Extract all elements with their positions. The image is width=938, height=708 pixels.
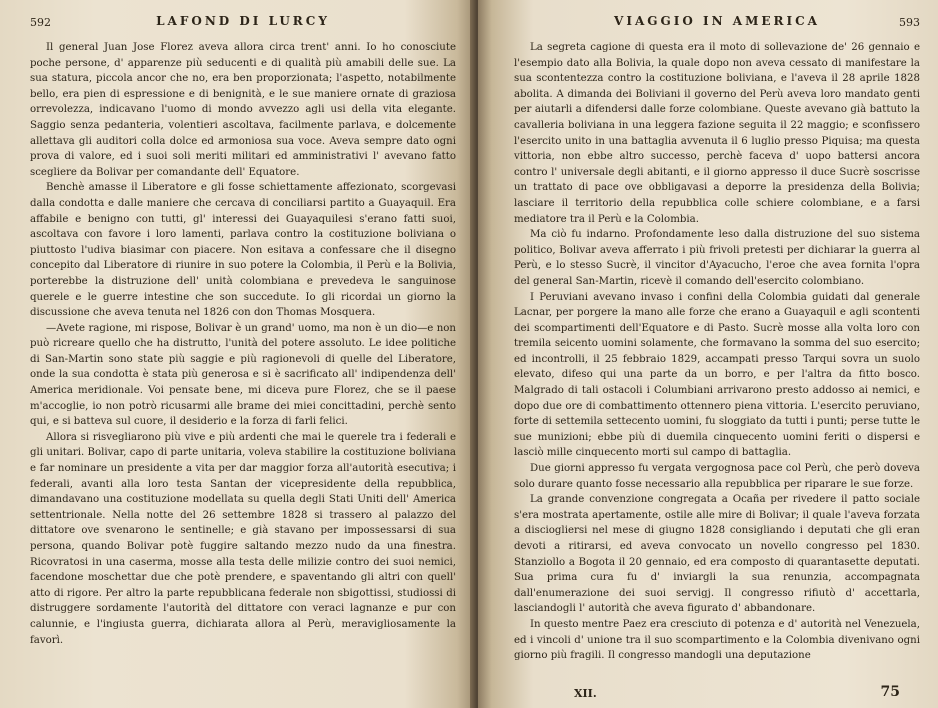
paragraph: Ma ciò fu indarno. Profondamente leso dalla distruzione del suo sistema politico, Bolivar aveva afferrato i più frivoli pretesti per dichiarar la guerra al Perù, e lo stesso Sucrè, il vincitor d'Ayacucho, l'eroe che avea fornita l'opra del general San-Martin, ricevè il comando dell'esercito colombiano.	[514, 229, 920, 287]
signature-mark: XII.	[574, 687, 597, 700]
paragraph: Due giorni appresso fu vergata vergognosa pace col Perù, che però doveva solo durare quanto fosse necessario alla repubblica per riparare le sue forze.	[514, 463, 920, 490]
left-page-body	[30, 40, 456, 648]
paragraph: In questo mentre Paez era cresciuto di potenza e d' autorità nel Venezuela, ed i vincoli d' unione tra il suo scompartimento e la Colombia divenivano ogni giorno più fragili. Il congresso mandogli una deputazione	[514, 618, 920, 662]
right-page	[478, 0, 938, 708]
right-running-head: VIAGGIO IN AMERICA	[614, 14, 820, 28]
paragraph: Il general Juan Jose Florez aveva allora circa trent' anni. Io ho conosciute poche persone, d' apparenze più seducenti e di qualità più amabili delle sue. La sua statura, piccola ancor che no, era ben proporzionata; l'aspetto, notabilmente bello, era pien di espressione e di benignità, e le sue maniere ornate di graziosa orrevolezza, indicavano l'uomo di mondo avvezzo agli usi della vita elegante. Saggio senza pedanteria, volentieri ascoltava, facilmente parlava, e dolcemente allettava gli auditori colla dolce ed armoniosa sua voce. Aveva sempre dato ogni prova di valore, ed i suoi soli meriti militari ed amministrativi l' avevano fatto scegliere da Bolivar per comandante dell' Equatore.	[30, 42, 456, 178]
paragraph: La grande convenzione congregata a Ocaña per rivedere il patto sociale s'era mostrata apertamente, ostile alle mire di Bolivar; il quale l'aveva forzata a disciogliersi nel mese di giugno 1828 consigliando i deputati che gli eran devoti a ritirarsi, ed aveva convocato un novello congresso pel 1830. Stanziollo a Bogota il 20 gennaio, ed era composto di quarantasette deputati. Sua prima cura fu d' inviargli la sua renunzia, accompagnata dall'enumerazione dei suoi servigj. Il congresso rifiutò d' accettarla, lasciandogli l' autorità che aveva figurato d' abbandonare.	[514, 494, 920, 615]
paragraph: Benchè amasse il Liberatore e gli fosse schiettamente affezionato, scorgevasi dalla condotta e dalle maniere che cercava di conciliarsi partito a Guayaquil. Era affabile e benigno con tutti, gl' interessi dei Guayaquilesi s'erano fatti suoi, ascoltava con favore i loro lamenti, parlava contro la costituzione boliviana o piuttosto l'udiva biasimar con piacere. Non esitava a confessare che il disegno concepito dal Liberatore di riunire in suo potere la Colombia, il Perù e la Bolivia, porterebbe la distruzione dell' unità colombiana e prevedeva le sanguinose querele e le guerre intestine che son succedute. Io gli ricordai un giorno la discussione che aveva tenuta nel 1826 con don Thomas Mosquera.	[30, 182, 456, 319]
right-page-footer	[514, 680, 920, 700]
right-page-body	[514, 40, 920, 664]
left-page-header	[30, 14, 456, 34]
left-page-number: 592	[30, 16, 51, 29]
paragraph: —Avete ragione, mi rispose, Bolivar è un grand' uomo, ma non è un dio—e non può ricreare quello che ha distrutto, l'unità del potere assoluto. Le idee politiche di San-Martin sono state più saggie e più ragionevoli di quelle del Liberatore, onde la sua condotta è stata più generosa e si è sacrificato all' indipendenza dell' America meridionale. Voi pensate bene, mi diceva pure Florez, che se il paese m'accoglie, io non potrò ricusarmi alle brame dei miei concittadini, perchè sento qui, e si batteva sul cuore, il desiderio e la forza di farli felici.	[30, 322, 456, 428]
paragraph: I Peruviani avevano invaso i confini della Colombia guidati dal generale Lacnar, per porgere la mano alle forze che erano a Guayaquil e agli scontenti dei scompartimenti dell'Equatore e di Pasto. Sucrè mosse alla volta loro con tremila seicento uomini solamente, che formavano la somma del suo esercito; ed incontrolli, il 25 febbraio 1829, accampati presso Tarqui sovra un suolo elevato, difeso qui una parte da un borro, e per l'altra da fitto bosco. Malgrado di tali ostacoli i Columbiani arrivarono presto addosso ai nemici, e dopo due ore di combattimento ottennero piena vittoria. L'esercito peruviano, forte di settemila settecento uomini, fu sloggiato da tutti i punti; perse tutte le sue munizioni; ebbe più di duemila cinquecento uomini feriti o dispersi e lasciò mille cinquecento morti sul campo di battaglia.	[514, 291, 920, 459]
folio-number: 75	[880, 684, 900, 700]
right-page-number: 593	[899, 16, 920, 29]
left-running-head: LAFOND DI LURCY	[156, 14, 330, 28]
paragraph: Allora si risvegliarono più vive e più ardenti che mai le querele tra i federali e gli unitari. Bolivar, capo di parte unitaria, voleva stabilire la costituzione boliviana e far nominare un presidente a vita per dar maggior forza all'autorità esecutiva; i federali, avanti alla loro testa Santan der vicepresidente della repubblica, dimandavano una costituzione modellata su quella degli Stati Uniti dell' America settentrionale. Nella notte del 26 settembre 1828 si trassero al palazzo del dittatore ove svenarono le sentinelle; e già stavano per impossessarsi di sua persona, quando Bolivar potè fuggire saltando mezzo nudo da una finestra. Ricovratosi in una caserma, mosse alla testa delle milizie contro dei suoi nemici, facendone moschettar due che potè prendere, e spaventando gli altri con quell' atto di rigore. Per altro la parte repubblicana federale non sbigottissi, studiossi di distruggere sordamente l'autorità del dittatore con veraci lagnanze e pur con calunnie, e l'ingiusta guerra, dichiarata allora al Perù, meravigliosamente la favorì.	[30, 431, 456, 646]
paragraph: La segreta cagione di questa era il moto di sollevazione de' 26 gennaio e l'esempio dato alla Bolivia, la quale dopo non aveva cessato di manifestare la sua scontentezza contro la costituzione boliviana, e l'aveva il 28 aprile 1828 abolita. A dimanda dei Boliviani il governo del Perù aveva loro mandato genti per aiutarli a difendersi dalle forze colombiane. Queste avevano già battuto la cavalleria boliviana in una leggera fazione seguita il 22 maggio; e sconfissero l'esercito unito in una battaglia avvenuta il 6 luglio presso Piquisa; ma questa vittoria, non ebbe altro successo, perchè faceva d' uopo battersi ancora contro l' universale degli abitanti, e il giorno appresso il duce Sucrè soscrisse un trattato di pace ove obbligavasi a deporre la presidenza della Bolivia; lasciare il territorio della repubblica colle schiere colombiane, e a farsi mediatore tra il Perù e la Colombia.	[514, 42, 920, 225]
right-page-header	[514, 14, 920, 34]
